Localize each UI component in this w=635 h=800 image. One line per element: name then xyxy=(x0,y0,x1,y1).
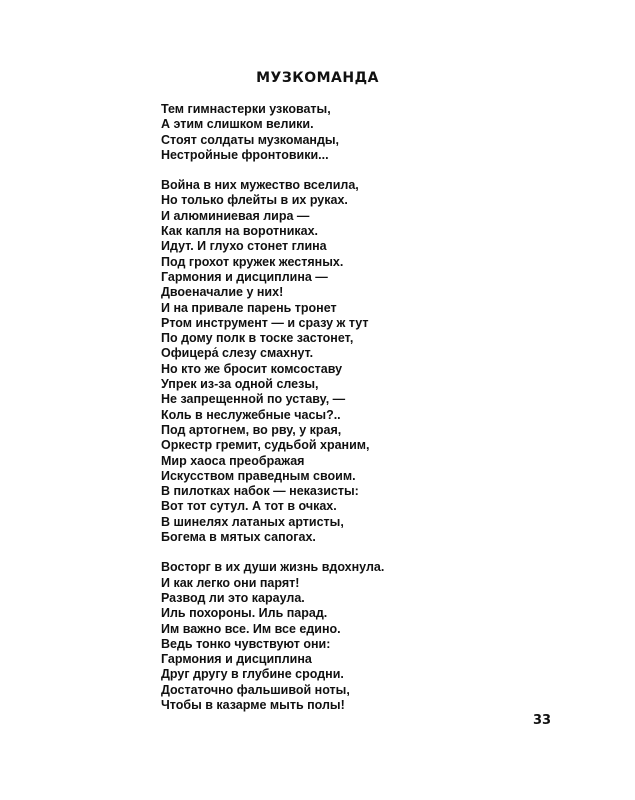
poem-line: Иль похороны. Иль парад. xyxy=(161,606,328,621)
stanza-3 xyxy=(161,560,421,713)
poem-line: Нестройные фронтовики... xyxy=(161,147,329,162)
poem-line: Идут. И глухо стонет глина xyxy=(161,239,327,254)
stanza-2 xyxy=(161,178,421,545)
poem-line: Чтобы в казарме мыть полы! xyxy=(161,697,345,712)
poem-line: Ртом инструмент — и сразу ж тут xyxy=(161,315,369,330)
poem-line: И на привале парень тронет xyxy=(161,300,337,315)
poem-line: Под артогнем, во рву, у края, xyxy=(161,422,342,437)
poem-line: Тем гимнастерки узковаты, xyxy=(161,102,331,116)
poem-line: По дому полк в тоске застонет, xyxy=(161,331,354,346)
poem-line: Стоят солдаты музкоманды, xyxy=(161,132,340,147)
poem-line: Не запрещенной по уставу, — xyxy=(161,392,346,407)
poem-line: Как капля на воротниках. xyxy=(161,224,319,239)
poem-line: Оркестр гремит, судьбой храним, xyxy=(161,438,370,453)
poem-line: Достаточно фальшивой ноты, xyxy=(161,682,350,697)
poem-line: Война в них мужество вселила, xyxy=(161,178,359,193)
poem-line: Ведь тонко чувствуют они: xyxy=(161,636,331,651)
poem-title: МУЗКОМАНДА xyxy=(256,70,379,86)
poem-line: Мир хаоса преображая xyxy=(161,453,305,468)
page-number: 33 xyxy=(533,713,552,728)
poem-line: Гармония и дисциплина — xyxy=(161,269,328,284)
poem-line: А этим слишком велики. xyxy=(161,117,314,132)
poem-line: Упрек из-за одной слезы, xyxy=(161,377,319,392)
poem-line: Офицера́ слезу смахнут. xyxy=(161,346,314,361)
poem-line: И алюминиевая лира — xyxy=(161,208,310,223)
poem-line: В шинелях латаных артисты, xyxy=(161,514,344,529)
poem-line: Но кто же бросит комсоставу xyxy=(161,361,343,376)
poem-line: В пилотках набок — неказисты: xyxy=(161,484,359,499)
poem-line: Двоеначалие у них! xyxy=(161,285,284,300)
poem-line: Искусством праведным своим. xyxy=(161,468,356,483)
poem-line: Развод ли это караула. xyxy=(161,590,305,605)
poem-line: Под грохот кружек жестяных. xyxy=(161,254,344,269)
poem-line: Вот тот сутул. А тот в очках. xyxy=(161,499,337,514)
poem-body xyxy=(161,102,421,728)
poem-line: Гармония и дисциплина xyxy=(161,652,312,667)
poem-line: Коль в неслужебные часы?.. xyxy=(161,407,341,422)
poem-line: Друг другу в глубине сродни. xyxy=(161,667,344,682)
stanza-1 xyxy=(161,102,421,163)
poem-line: Им важно все. Им все едино. xyxy=(161,621,341,636)
poem-line: Но только флейты в их руках. xyxy=(161,193,348,208)
poem-line: Восторг в их души жизнь вдохнула. xyxy=(161,560,385,575)
poem-line: Богема в мятых сапогах. xyxy=(161,530,316,545)
poem-line: И как легко они парят! xyxy=(161,575,300,590)
